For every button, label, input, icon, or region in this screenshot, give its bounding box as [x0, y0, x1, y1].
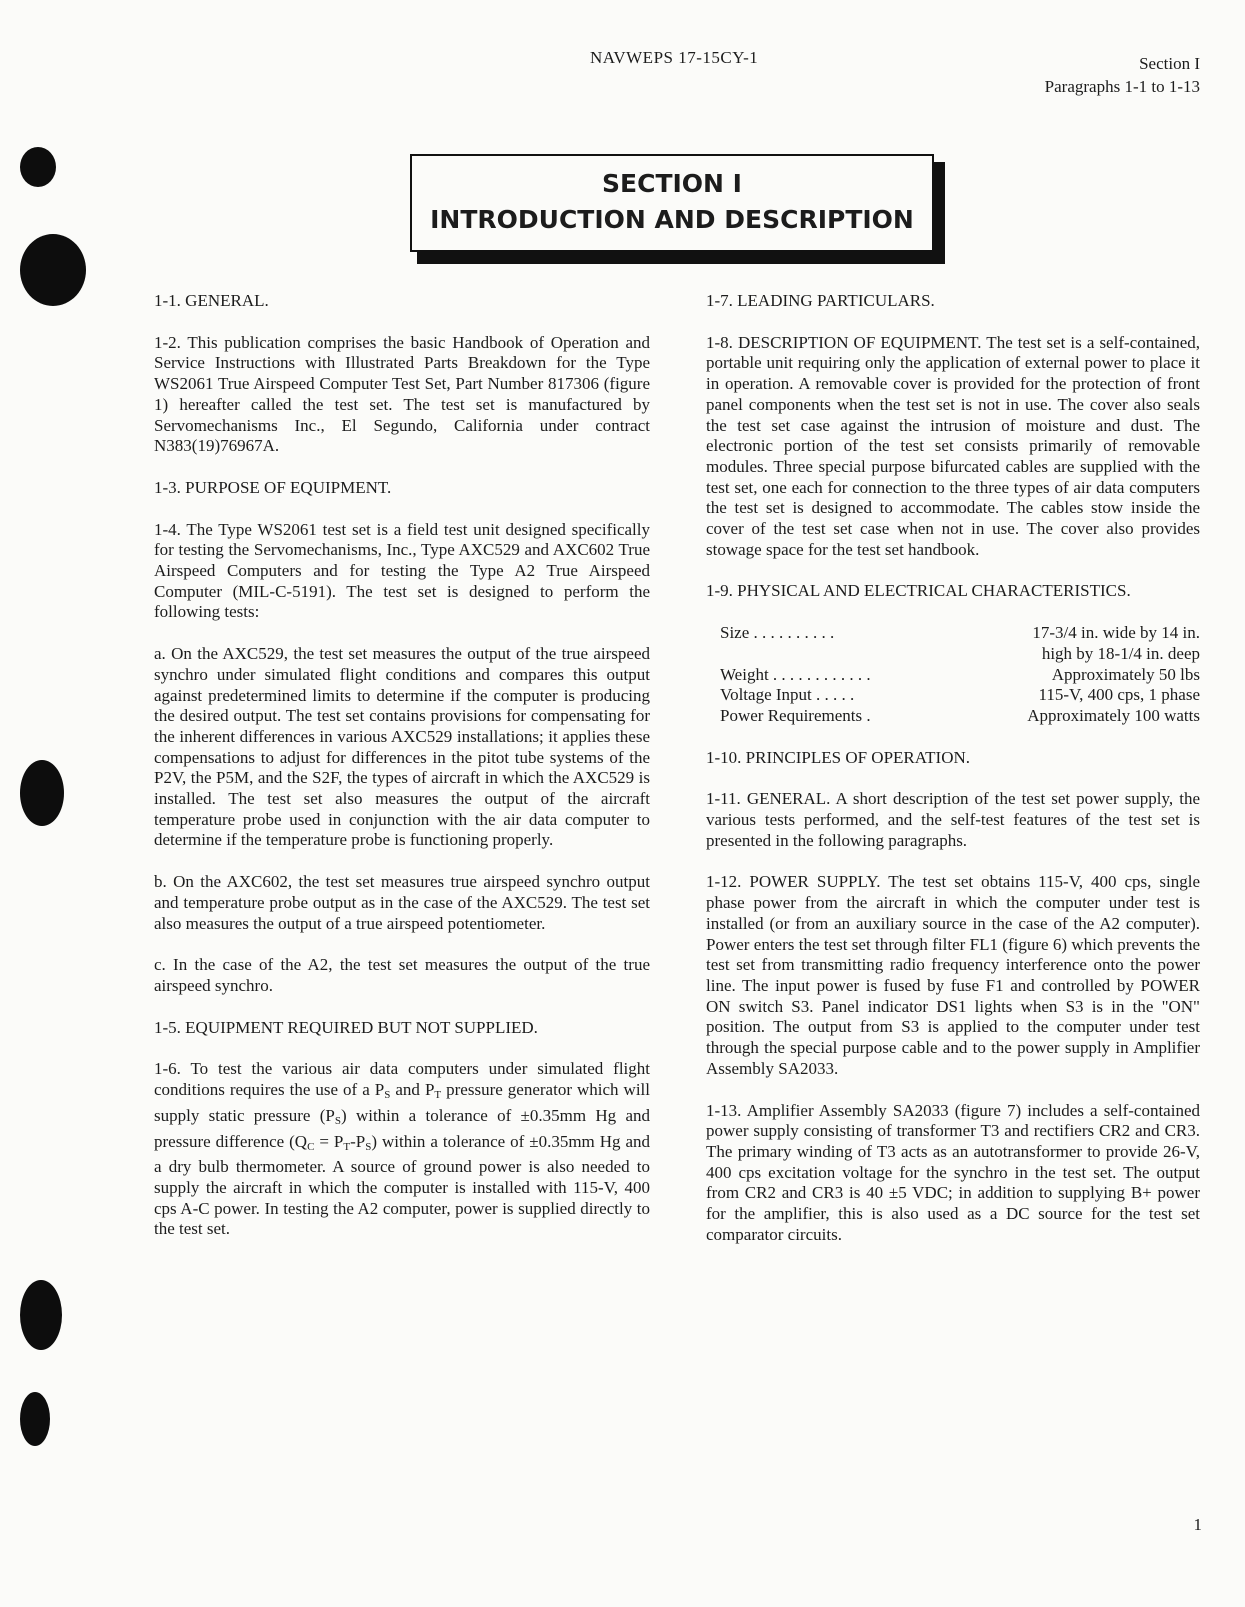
heading-1-7: 1-7. LEADING PARTICULARS. [706, 291, 935, 310]
spec-row [706, 706, 1200, 727]
spec-label [706, 644, 947, 665]
binder-hole-3 [20, 760, 64, 826]
paragraph-1-4: 1-4. The Type WS2061 test set is a field test unit designed specifically for testing the Servomechanisms, Inc., Type AXC529 and AXC602 True Airspeed Computers and for testing the Type A2 True Airspeed Computer (MIL-C-5191). The test set is designed to perform the following tests: [154, 519, 650, 622]
paragraph-range: Paragraphs 1-1 to 1-13 [1044, 77, 1200, 96]
section-subtitle: INTRODUCTION AND DESCRIPTION [430, 205, 914, 234]
spec-value: Approximately 50 lbs [1051, 664, 1200, 684]
spec-label: Weight . . . . . . . . . . . . [720, 664, 871, 684]
left-column [154, 291, 650, 1261]
heading-1-3: 1-3. PURPOSE OF EQUIPMENT. [154, 477, 392, 497]
paragraph-1-4-b: b. On the AXC602, the test set measures true airspeed synchro output and temperature probe output as in the case of the AXC529. The test set also measures the output of a true airspeed potentiometer. [154, 872, 650, 933]
paragraph-1-2: 1-2. This publication comprises the basic Handbook of Operation and Service Instructions with Illustrated Parts Breakdown for the Type WS2061 True Airspeed Computer Test Set, Part Number 817306 (figure 1) hereafter called the test set. The test set is manufactured by Servomechanisms Inc., El Segundo, California under contract N383(19)76967A. [154, 332, 650, 456]
paragraph-1-8: 1-8. DESCRIPTION OF EQUIPMENT. The test set is a self-contained, portable unit requiring only the application of external power to place it in operation. A removable cover is provided for the protection of front panel components when the test set is not in use. The cover also seals the test set case against the intrusion of moisture and dust. The electronic portion of the test set consists primarily of removable modules. Three special purpose bifurcated cables are supplied with the test set, one each for connection to the three types of air data computers the test set is designed to accommodate. The cables stow inside the cover of the test set case when not in use. The cover also provides stowage space for the test set handbook. [706, 332, 1200, 559]
heading-1-9: 1-9. PHYSICAL AND ELECTRICAL CHARACTERISTICS. [706, 581, 1131, 601]
section-title: SECTION I [602, 169, 742, 198]
page-reference [1045, 52, 1200, 98]
paragraph-1-11: 1-11. GENERAL. A short description of the test set power supply, the various tests performed, and the self-test features of the test set is presented in the following paragraphs. [706, 789, 1200, 850]
spec-row [706, 665, 1200, 686]
paragraph-1-12: 1-12. POWER SUPPLY. The test set obtains 115-V, 400 cps, single phase power from the aircraft in which the computer under test is installed (or from an auxiliary source in the case of the A2 computer). Power enters the test set through filter FL1 (figure 6) which prevents the test set from transmitting radio frequency interference onto the power line. The input power is fused by fuse F1 and controlled by POWER ON switch S3. Panel indicator DS1 lights when S3 is in the "ON" position. The output from S3 is applied to the computer under test through the special purpose cable and to the power supply in Amplifier Assembly SA2033. [706, 872, 1200, 1078]
binder-hole-1 [20, 147, 56, 187]
paragraph-1-13: 1-13. Amplifier Assembly SA2033 (figure 7) includes a self-contained power supply consisting of transformer T3 and rectifiers CR2 and CR3. The primary winding of T3 acts as an autotransformer to provide 26-V, 400 cps excitation voltage for the synchro in the test set. The output from CR2 and CR3 is 40 ±5 VDC; in addition to supplying B+ power for the amplifier, this is also used as a DC source for the test set comparator circuits. [706, 1100, 1200, 1244]
binder-hole-5 [20, 1392, 50, 1446]
heading-1-10: 1-10. PRINCIPLES OF OPERATION. [706, 747, 970, 767]
binder-hole-4 [20, 1280, 62, 1350]
page-number: 1 [1193, 1515, 1202, 1534]
binder-hole-2 [20, 234, 86, 306]
heading-1-1: 1-1. GENERAL. [154, 291, 269, 310]
section-reference: Section I [1139, 54, 1200, 73]
spec-label: Voltage Input . . . . . [720, 685, 855, 705]
paragraph-1-4-a: a. On the AXC529, the test set measures the output of the true airspeed synchro under simulated flight conditions and compares this output against predetermined limits to determine if the computer is producing the desired output. The test set contains provisions for compensating for the inherent differences in various AXC529 installations; it applies these compensations to adjust for differences in the pitot tube systems of the P2V, the P5M, and the S2F, the types of aircraft in which the AXC529 is installed. The test set also measures the output of the aircraft temperature probe used in conjunction with the air data computer to determine if the temperature probe is functioning properly. [154, 644, 650, 850]
spec-row [706, 644, 1200, 665]
spec-value: high by 18-1/4 in. deep [1041, 643, 1200, 663]
spec-label: Size . . . . . . . . . . [720, 623, 835, 643]
spec-row [706, 623, 1200, 644]
document-number: NAVWEPS 17-15CY-1 [590, 48, 759, 67]
spec-value: Approximately 100 watts [1027, 705, 1200, 725]
paragraph-1-4-c: c. In the case of the A2, the test set measures the output of the true airspeed synchro. [154, 955, 650, 995]
spec-row [706, 685, 1200, 706]
heading-1-5: 1-5. EQUIPMENT REQUIRED BUT NOT SUPPLIED. [154, 1017, 538, 1037]
spec-value: 115-V, 400 cps, 1 phase [1038, 685, 1200, 705]
spec-value: 17-3/4 in. wide by 14 in. [1032, 623, 1200, 643]
spec-label: Power Requirements . [720, 705, 871, 725]
section-title-box [410, 154, 934, 252]
characteristics-table [706, 623, 1200, 727]
right-column [706, 291, 1200, 1266]
paragraph-1-6: 1-6. To test the various air data computers under simulated flight conditions requires the use of a $P_S$ and $P_T$ pressure generator which will supply static pressure $(P_S)$ within a tolerance of ±0.35mm Hg and pressure difference $(Q_C = P_T-P_S)$ within a tolerance of ±0.35mm Hg and a dry bulb thermometer. A source of ground power is also needed to supply the aircraft in which the computer is installed with 115-V, 400 cps A-C power. In testing the A2 computer, power is supplied directly to the test set. [154, 1059, 651, 1239]
